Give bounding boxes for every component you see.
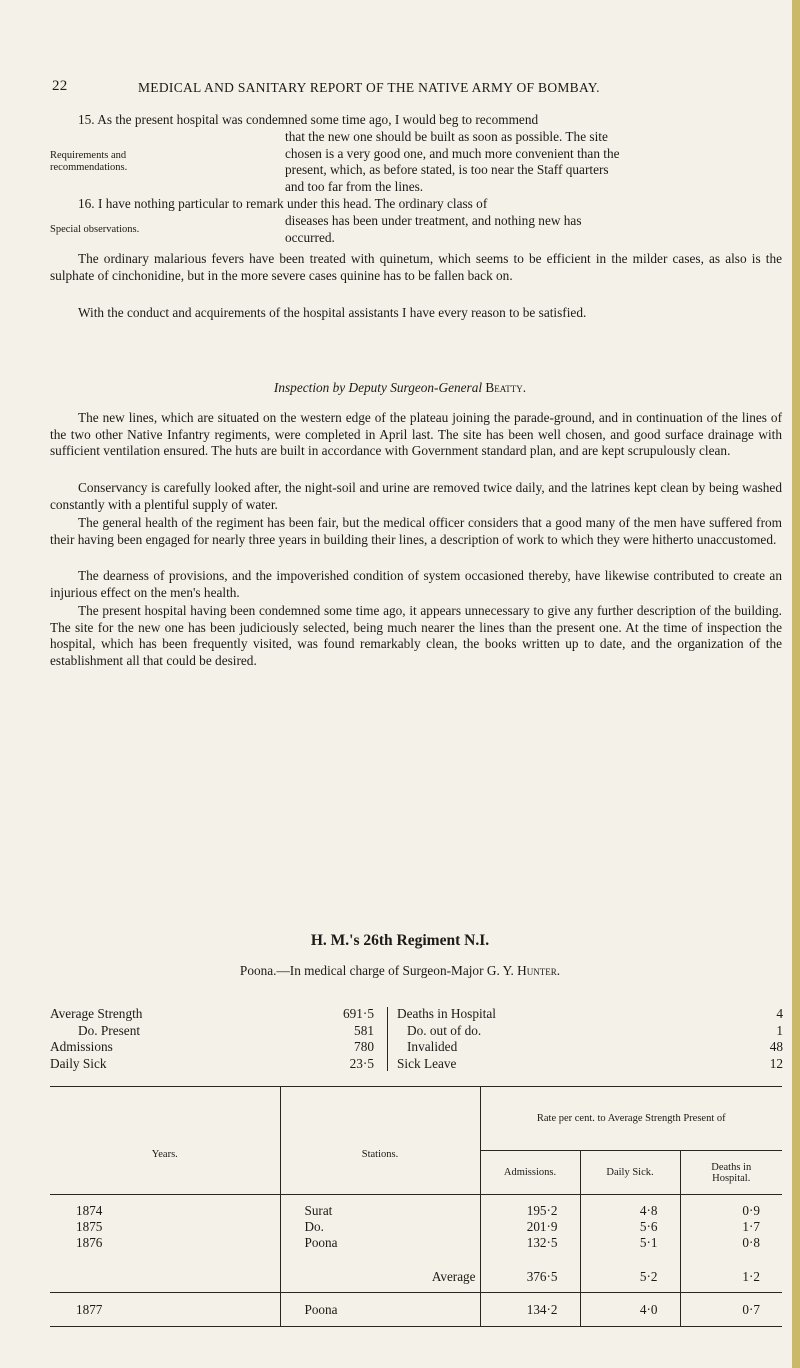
col-daily-sick-header: Daily Sick. — [580, 1151, 680, 1195]
table-row — [50, 1293, 782, 1327]
admissions-cell: 195·2 — [480, 1203, 580, 1219]
deaths-cell: 0·9 — [742, 1202, 760, 1218]
col-deaths-header: Deaths in Hospital. — [711, 1161, 752, 1184]
stat-label: Sick Leave — [397, 1055, 457, 1071]
daily-sick-cell: 5·1 — [580, 1235, 680, 1251]
stat-row — [397, 1006, 783, 1023]
para16-line: occurred. — [285, 229, 335, 245]
stat-label: Daily Sick — [50, 1055, 107, 1071]
stat-row — [50, 1006, 374, 1023]
stat-label: Deaths in Hospital — [397, 1006, 496, 1021]
medical-charge-line — [0, 963, 800, 979]
deaths-cell: 1·2 — [742, 1269, 760, 1285]
inspection-para: The present hospital having been condemned some time ago, it appears unnecessary to give any further description of the building. The site for the new one has been judiciously selected, being much nearer the lines than the present one. At the time of inspection the hospital, which has been frequently visited, was found remarkably clean, the books written up to date, and the organization of the establishment all that could be desired. — [50, 603, 782, 668]
para15-body — [285, 129, 782, 195]
daily-sick-cell: 4·8 — [580, 1203, 680, 1219]
stat-value: 48 — [769, 1039, 783, 1054]
stat-row — [397, 1023, 783, 1040]
col-admissions-header: Admissions. — [480, 1151, 580, 1195]
stat-label: Admissions — [50, 1039, 113, 1054]
para15-line: present, which, as before stated, is too near the Staff quarters — [285, 162, 609, 177]
medical-charge-prefix: Poona.—In medical charge of Surgeon-Major G. Y. — [239, 963, 514, 978]
admissions-cell: 201·9 — [480, 1219, 580, 1235]
inspection-para: The new lines, which are situated on the western edge of the plateau joining the parade-ground, and in continuation of the lines of the two other Native Infantry regiments, were completed in April last. The site has been well chosen, and good surface drainage with sufficient ventilation ensured. The huts are built in accordance with Government standard plan, and are kept scrupulously clean. — [50, 410, 782, 458]
stat-row — [397, 1056, 783, 1073]
inspection-para: Conservancy is carefully looked after, the night-soil and urine are removed twice daily, and the latrines kept clean by being washed constantly with a plentiful supply of water. — [50, 480, 782, 512]
rate-group-header: Rate per cent. to Average Strength Present of — [480, 1087, 782, 1151]
stat-row — [50, 1056, 374, 1073]
stat-value: 780 — [354, 1039, 374, 1054]
col-years-header: Years. — [50, 1087, 280, 1195]
year-cell: 1875 — [50, 1219, 280, 1235]
admissions-cell: 376·5 — [480, 1263, 580, 1293]
inspection-heading — [0, 380, 800, 396]
stat-row — [50, 1039, 374, 1056]
inspection-prefix: Inspection by Deputy Surgeon-General — [273, 380, 483, 395]
stat-value: 23·5 — [349, 1055, 374, 1071]
col-stations-header: Stations. — [280, 1087, 480, 1195]
margin-note-requirements: Requirements and recommendations. — [50, 150, 128, 173]
page-edge — [792, 0, 800, 1368]
daily-sick-cell: 5·6 — [580, 1219, 680, 1235]
stat-value: 1 — [776, 1022, 783, 1038]
admissions-cell: 132·5 — [480, 1235, 580, 1251]
deaths-cell: 0·8 — [742, 1234, 760, 1250]
admissions-cell: 134·2 — [480, 1293, 580, 1327]
stat-label: Do. out of do. — [407, 1022, 482, 1038]
running-title: MEDICAL AND SANITARY REPORT OF THE NATIVE ARMY OF BOMBAY. — [138, 80, 600, 95]
para15-first-line: 15. As the present hospital was condemned some time ago, I would beg to recommend — [78, 112, 539, 127]
station-cell: Surat — [280, 1203, 480, 1219]
stat-value: 4 — [776, 1006, 783, 1021]
daily-sick-cell: 4·0 — [580, 1293, 680, 1327]
para16-first-line: 16. I have nothing particular to remark under this head. The ordinary class of — [78, 196, 488, 211]
regiment-title: H. M.'s 26th Regiment N.I. — [310, 932, 490, 949]
para-fevers: The ordinary malarious fevers have been treated with quinetum, which seems to be efficient in the milder cases, as also is the sulphate of cinchonidine, but in the more severe cases quinine has to be fallen back on. — [50, 251, 782, 283]
daily-sick-cell: 5·2 — [580, 1263, 680, 1293]
table-row — [50, 1203, 782, 1219]
medical-officer-name: Hunter. — [517, 963, 561, 978]
stat-label: Average Strength — [50, 1006, 143, 1021]
stat-value: 581 — [354, 1022, 374, 1038]
para16-body — [285, 213, 782, 246]
table-row — [50, 1219, 782, 1235]
deaths-cell: 1·7 — [742, 1218, 760, 1234]
deaths-cell: 0·7 — [742, 1301, 760, 1317]
para-conduct: With the conduct and acquirements of the hospital assistants I have every reason to be satisfied. — [78, 305, 587, 320]
table-row — [50, 1235, 782, 1251]
para15-line: chosen is a very good one, and much more convenient than the — [285, 145, 620, 161]
stat-row — [397, 1039, 783, 1056]
year-cell: 1874 — [50, 1203, 280, 1219]
stats-divider — [387, 1007, 388, 1071]
station-cell: Poona — [280, 1293, 480, 1327]
stats-left — [50, 1006, 374, 1072]
para16-line: diseases has been under treatment, and nothing new has — [285, 213, 582, 228]
para15-line: that the new one should be built as soon as possible. The site — [285, 129, 608, 144]
year-cell: 1877 — [50, 1293, 280, 1327]
stat-row — [50, 1023, 374, 1040]
stats-right — [397, 1006, 783, 1072]
average-label: Average — [280, 1263, 480, 1293]
inspection-para: The general health of the regiment has been fair, but the medical officer considers that a good many of the men have suffered from their having been engaged for nearly three years in building their lines, a description of work to which they were hitherto unaccustomed. — [50, 515, 782, 547]
stat-label: Do. Present — [78, 1022, 141, 1038]
average-row — [50, 1263, 782, 1293]
margin-note-special: Special observations. — [50, 224, 140, 235]
stat-label: Invalided — [407, 1039, 458, 1054]
station-cell: Poona — [280, 1235, 480, 1251]
page-number: 22 — [52, 78, 68, 94]
station-cell: Do. — [280, 1219, 480, 1235]
para15-line: and too far from the lines. — [285, 178, 424, 194]
stat-value: 12 — [769, 1055, 783, 1071]
inspector-name: Beatty. — [485, 380, 527, 395]
year-cell: 1876 — [50, 1235, 280, 1251]
stat-value: 691·5 — [342, 1006, 374, 1021]
rates-table — [50, 1086, 782, 1327]
inspection-para: The dearness of provisions, and the impoverished condition of system occasioned thereby, have likewise contributed to create an injurious effect on the men's health. — [50, 568, 782, 600]
